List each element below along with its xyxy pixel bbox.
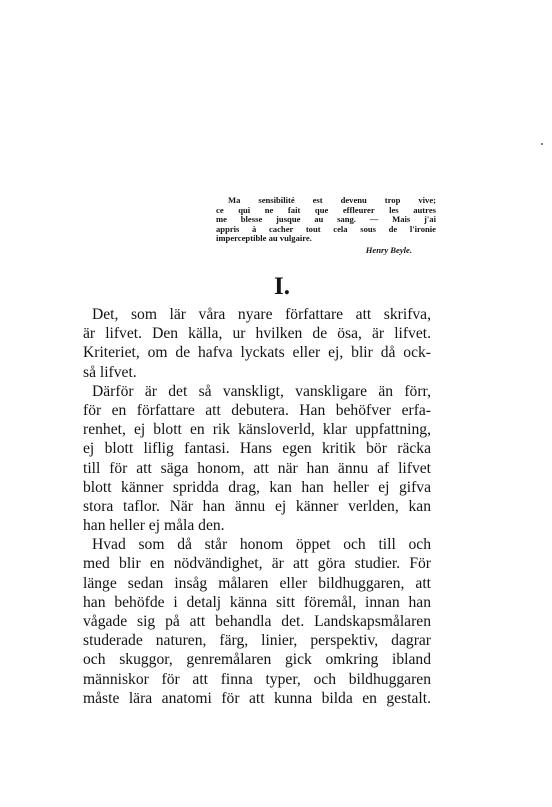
text-line: måste lära anatomi för att kunna bilda en gestalt. xyxy=(83,689,431,707)
text-line: blott känner spridda drag, kan han heller ej gifva xyxy=(83,478,431,496)
epigraph-author: Henry Beyle. xyxy=(365,244,412,255)
text-line: länge sedan insåg målaren eller bildhuggaren, att xyxy=(83,574,431,592)
epigraph-line: me blesse jusque au sang. — Mais j'ai xyxy=(216,214,436,225)
paragraph xyxy=(83,382,431,536)
text-line: han heller ej måla den. xyxy=(83,517,225,535)
text-line: för en författare att debutera. Han behöfver erfa- xyxy=(83,401,431,419)
text-line: ej blott liflig fantasi. Hans egen kritik bör räcka xyxy=(83,440,431,458)
paragraph xyxy=(83,305,431,382)
text-line: han behöfde i detalj känna sitt föremål, innan han xyxy=(83,593,431,611)
text-line: med blir en nödvändighet, är att göra studier. För xyxy=(83,555,431,573)
epigraph-line: Ma sensibilité est devenu trop vive; xyxy=(228,195,436,205)
epigraph-line: appris à cacher tout cela sous de l'ironie xyxy=(216,223,436,234)
text-line: och skuggor, genremålaren gick omkring ibland xyxy=(83,651,431,669)
text-line: till för att säga honom, att när han ännu af lifvet xyxy=(83,459,431,477)
text-line: människor för att finna typer, och bildhuggaren xyxy=(83,670,431,688)
text-line: är lifvet. Den källa, ur hvilken de ösa, är lifvet. xyxy=(83,325,431,343)
text-line: Hvad som då står honom öppet och till och xyxy=(92,536,431,554)
text-line: stora taflor. När han ännu ej känner verlden, kan xyxy=(83,497,431,515)
paragraph xyxy=(83,535,431,708)
text-line: vågade sig på att behandla det. Landskapsmålaren xyxy=(83,613,431,630)
text-line: Därför är det så vanskligt, vanskligare än förr, xyxy=(92,382,431,400)
chapter-title: I. xyxy=(274,273,290,300)
epigraph xyxy=(216,196,436,256)
text-line: Det, som lär våra nyare författare att skrifva, xyxy=(92,306,431,323)
body-text xyxy=(83,305,431,708)
text-line: Kriteriet, om de hafva lyckats eller ej, blir då ock- xyxy=(83,344,431,362)
epigraph-line: ce qui ne fait que effleurer les autres xyxy=(216,204,436,215)
ink-speck xyxy=(541,143,543,145)
text-line: så lifvet. xyxy=(83,363,137,381)
text-line: studerade naturen, färg, linier, perspektiv, dagrar xyxy=(83,632,431,650)
epigraph-line: imperceptible au vulgaire. xyxy=(216,233,312,244)
text-line: renhet, ej blott en rik känsloverld, klar uppfattning, xyxy=(83,421,431,439)
